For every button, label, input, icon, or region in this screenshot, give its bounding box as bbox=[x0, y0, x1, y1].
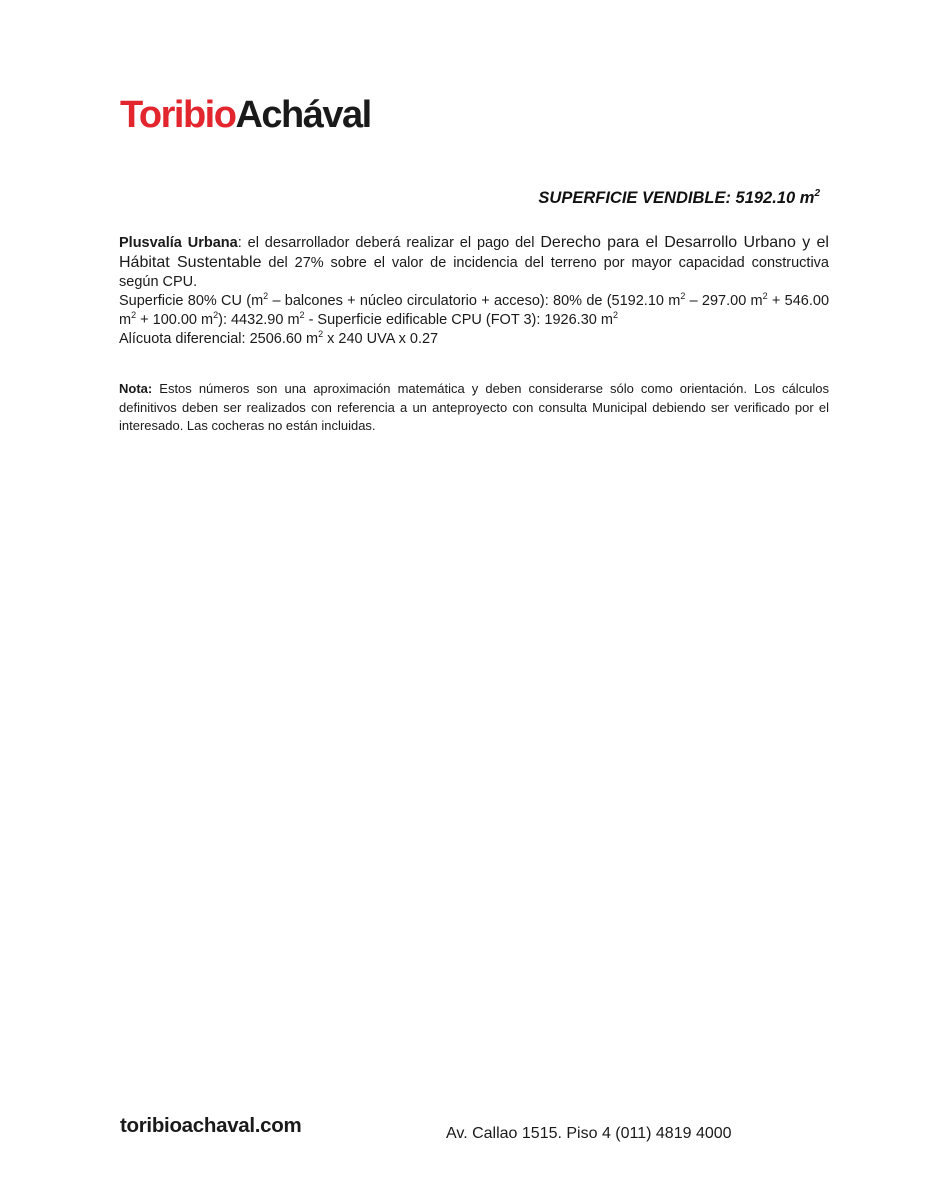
plusvalia-emphasis: Derecho para el Desarrollo Urbano y el Hábitat Sustentable bbox=[119, 234, 829, 271]
superscript: 2 bbox=[299, 310, 305, 320]
saleable-area-heading bbox=[538, 188, 820, 208]
logo-achaval: Achával bbox=[235, 94, 371, 136]
superficie-paragraph bbox=[119, 292, 829, 330]
superscript: 2 bbox=[814, 188, 820, 199]
alicuota-part: x 240 UVA x 0.27 bbox=[323, 331, 439, 347]
note-label: Nota: bbox=[119, 381, 153, 396]
alicuota-paragraph bbox=[119, 330, 829, 349]
superficie-part: + 546.00 m bbox=[119, 293, 830, 328]
superficie-part: + 100.00 m bbox=[136, 312, 214, 328]
company-logo bbox=[120, 96, 371, 134]
footer-website: toribioachaval.com bbox=[120, 1114, 302, 1137]
plusvalia-paragraph bbox=[119, 233, 829, 292]
superficie-part: – 297.00 m bbox=[685, 293, 763, 309]
plusvalia-title: Plusvalía Urbana bbox=[119, 235, 238, 251]
plusvalia-text-1: : el desarrollador deberá realizar el pago del bbox=[237, 235, 541, 251]
disclaimer-note bbox=[119, 380, 829, 436]
logo-toribio: Toribio bbox=[120, 94, 236, 136]
footer-address: Av. Callao 1515. Piso 4 (011) 4819 4000 bbox=[446, 1125, 732, 1142]
superscript: 2 bbox=[318, 329, 324, 339]
superscript: 2 bbox=[612, 310, 618, 320]
superscript: 2 bbox=[131, 310, 137, 320]
alicuota-part: Alícuota diferencial: 2506.60 m bbox=[119, 331, 319, 347]
saleable-area-label: SUPERFICIE VENDIBLE: 5192.10 m bbox=[538, 189, 815, 207]
superscript: 2 bbox=[263, 291, 269, 301]
plusvalia-text-2: del 27% sobre el valor de incidencia del terreno por mayor capacidad constructiva según CPU. bbox=[119, 255, 829, 290]
superscript: 2 bbox=[762, 291, 768, 301]
superficie-part: ): 4432.90 m bbox=[218, 312, 300, 328]
superficie-part: Superficie 80% CU (m bbox=[119, 293, 264, 309]
superficie-part: - Superficie edificable CPU (FOT 3): 1926.30 m bbox=[304, 312, 613, 328]
superscript: 2 bbox=[213, 310, 219, 320]
superscript: 2 bbox=[680, 291, 686, 301]
note-text: Estos números son una aproximación matemática y deben considerarse sólo como orientación. Los cálculos definitivos deben ser realizados con referencia a un anteproyecto con consulta Municipal debiendo ser verificado por el interesado. Las cocheras no están incluidas. bbox=[119, 381, 829, 433]
superficie-part: – balcones + núcleo circulatorio + acceso): 80% de (5192.10 m bbox=[268, 293, 681, 309]
calculation-block bbox=[119, 233, 829, 349]
